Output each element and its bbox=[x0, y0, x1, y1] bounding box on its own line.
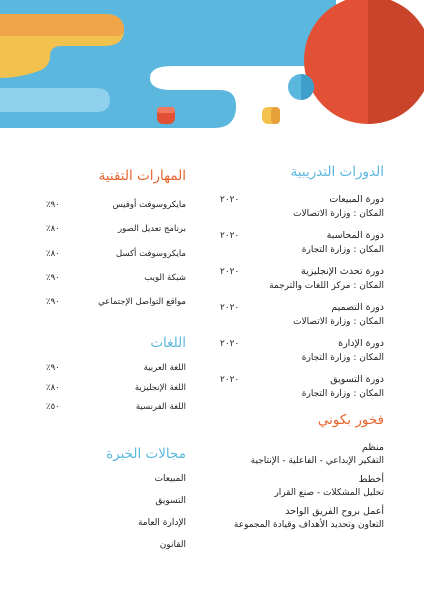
course-place: المكان : وزارة التجارة bbox=[301, 389, 384, 399]
course-place: المكان : وزارة التجارة bbox=[301, 245, 384, 255]
light-blue-stripe bbox=[0, 88, 110, 112]
languages-title: اللغات bbox=[150, 335, 186, 352]
language-percent: ٪٨٠ bbox=[46, 382, 60, 393]
course-name: دورة التسويق bbox=[330, 374, 384, 385]
header-shapes bbox=[0, 0, 424, 128]
course-year: ٢٠٢٠ bbox=[220, 375, 240, 385]
skill-percent: ٪٨٠ bbox=[46, 224, 60, 235]
course-place: المكان : مركز اللغات والترجمة bbox=[269, 281, 384, 291]
course-item bbox=[212, 373, 384, 401]
skill-row bbox=[46, 272, 186, 296]
course-place: المكان : وزارة التجارة bbox=[301, 353, 384, 363]
pride-item bbox=[212, 505, 384, 532]
skill-row bbox=[46, 223, 186, 247]
skill-row bbox=[46, 199, 186, 223]
pride-item bbox=[212, 473, 384, 500]
skills-list bbox=[46, 199, 186, 320]
language-name: اللغة العربية bbox=[143, 363, 186, 374]
course-name: دورة المحاسبة bbox=[326, 230, 384, 241]
course-year: ٢٠٢٠ bbox=[220, 267, 240, 277]
course-year: ٢٠٢٠ bbox=[220, 195, 240, 205]
language-name: اللغة الفرنسية bbox=[135, 402, 186, 413]
skill-row bbox=[46, 248, 186, 272]
skills-title: المهارات التقنية bbox=[98, 168, 186, 184]
header-decoration bbox=[0, 0, 424, 128]
experience-item: الإدارة العامة bbox=[137, 517, 186, 528]
pride-detail: التعاون وتحديد الأهداف وقيادة المجموعة bbox=[233, 520, 384, 530]
skill-name: مايكروسوفت أوفيس bbox=[112, 200, 186, 210]
skill-percent: ٪٩٠ bbox=[46, 200, 60, 210]
language-row bbox=[46, 401, 186, 421]
course-place: المكان : وزارة الاتصالات bbox=[293, 317, 384, 327]
skill-name: مايكروسوفت أكسل bbox=[115, 248, 186, 259]
skill-name: مواقع التواصل الإجتماعي bbox=[98, 297, 186, 308]
course-name: دورة الإدارة bbox=[338, 338, 384, 349]
experience-item: القانون bbox=[159, 539, 186, 550]
language-percent: ٪٥٠ bbox=[46, 402, 60, 413]
skill-percent: ٪٩٠ bbox=[46, 297, 60, 308]
pride-trait: أعمل بروح الفريق الواحد bbox=[285, 506, 384, 517]
orange-blob bbox=[0, 14, 124, 36]
experience-item: التسويق bbox=[155, 495, 186, 506]
course-year: ٢٠٢٠ bbox=[220, 339, 240, 349]
course-name: دورة تحدث الإنجليزية bbox=[301, 266, 384, 277]
course-name: دورة التصميم bbox=[331, 302, 384, 313]
experience-list bbox=[46, 473, 186, 561]
course-item bbox=[212, 229, 384, 257]
course-item bbox=[212, 337, 384, 365]
skill-name: شبكة الويب bbox=[144, 272, 186, 283]
skill-percent: ٪٩٠ bbox=[46, 272, 60, 283]
right-column bbox=[212, 163, 384, 537]
pride-list bbox=[212, 441, 384, 532]
pride-detail: التفكير الإبداعي - الفاعلية - الإنتاجية bbox=[250, 456, 384, 466]
course-place: المكان : وزارة الاتصالات bbox=[293, 209, 384, 219]
courses-list bbox=[212, 193, 384, 401]
skill-percent: ٪٨٠ bbox=[46, 248, 60, 259]
pride-detail: تحليل المشكلات - صنع القرار bbox=[274, 488, 384, 498]
languages-list bbox=[46, 362, 186, 421]
pride-title: فخور بكوني bbox=[317, 412, 384, 428]
experience-item: المبيعات bbox=[154, 473, 186, 484]
skill-row bbox=[46, 296, 186, 320]
courses-title: الدورات التدريبية bbox=[290, 164, 384, 180]
language-name: اللغة الإنجليزية bbox=[134, 382, 186, 393]
course-name: دورة المبيعات bbox=[329, 194, 384, 205]
course-item bbox=[212, 265, 384, 293]
pride-trait: منظم bbox=[361, 442, 384, 453]
left-column bbox=[46, 167, 186, 561]
experience-title: مجالات الخبرة bbox=[106, 445, 186, 462]
course-item bbox=[212, 301, 384, 329]
course-year: ٢٠٢٠ bbox=[220, 231, 240, 241]
language-row bbox=[46, 362, 186, 382]
skill-name: برنامج تعديل الصور bbox=[117, 224, 186, 235]
course-item bbox=[212, 193, 384, 221]
pride-item bbox=[212, 441, 384, 468]
pride-trait: أخطط bbox=[358, 474, 384, 485]
course-year: ٢٠٢٠ bbox=[220, 303, 240, 313]
language-row bbox=[46, 382, 186, 402]
language-percent: ٪٩٠ bbox=[46, 363, 60, 374]
